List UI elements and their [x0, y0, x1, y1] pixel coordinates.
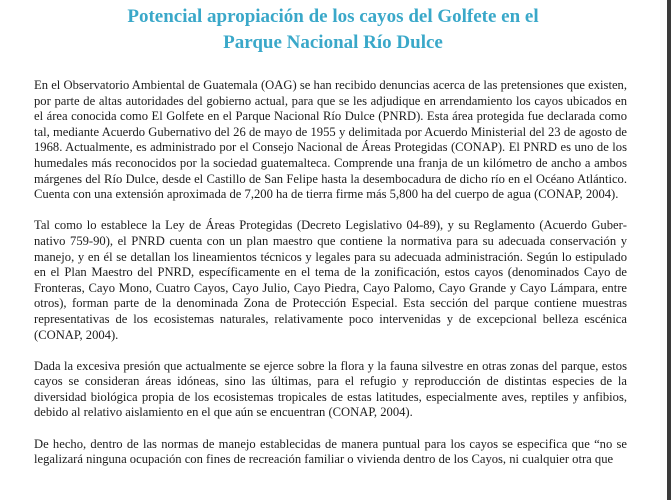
- paragraph-3: Dada la excesiva presión que actualmente se ejerce sobre la flora y la fauna silvestre en otras zonas del parque, estos cayos se consideran áreas idóneas, sino las últimas, para el refugio y reproducción de distintas especies de la diversidad biológica propia de los ecosistemas tropicales de estas latitudes, especialmente aves, reptiles y anfibios, debido al relativo aislamiento en el que aún se encuentran (CONAP, 2004).: [34, 358, 627, 420]
- paragraph-4: De hecho, dentro de las normas de manejo establecidas de manera puntual para los cayos se especifica que “no se legalizará ninguna ocupación con fines de recreación familiar o vivienda dentro de los Cayos, ni cualquier otra que: [34, 436, 627, 467]
- document-body: [34, 78, 627, 483]
- title-line-1: Potencial apropiación de los cayos del Golfete en el: [127, 6, 539, 27]
- page-edge-border: [667, 0, 671, 500]
- title-line-2: Parque Nacional Río Dulce: [223, 32, 443, 53]
- paragraph-1: En el Observatorio Ambiental de Guatemala (OAG) se han recibido denuncias acerca de las pretensiones que existen, por parte de altas autoridades del gobierno actual, para que se les adjudique en arrendamiento los cayos ubicados en el área conocida como El Golfete en el Parque Nacional Río Dulce (PNRD). Esta área protegida fue declarada como tal, mediante Acuerdo Gubernativo del 26 de mayo de 1955 y delimitada por Acuerdo Ministerial del 23 de agosto de 1968. Actualmente, es administrado por el Consejo Nacional de Áreas Protegidas (CONAP). El PNRD es uno de los humedales más reconocidos por la sociedad guatemalteca. Comprende una franja de un kilómetro de ancho a ambos márgenes del Río Dulce, desde el Castillo de San Felipe hasta la desembocadura de dicho río en el Océano Atlántico. Cuenta con una extensión aproximada de 7,200 ha de tierra firme más 5,800 ha del cuerpo de agua (CONAP, 2004).: [34, 78, 627, 202]
- paragraph-2: Tal como lo establece la Ley de Áreas Protegidas (Decreto Legislativo 04-89), y su Reglamento (Acuerdo Gubernativo 759-90), el PNRD cuenta con un plan maestro que contiene la normativa para su adecuada conservación y manejo, y en él se detallan los lineamientos técnicos y legales para su adecuada administración. Según lo estipulado en el Plan Maestro del PNRD, específicamente en el tema de la zonificación, estos cayos (denominados Cayo de Fronteras, Cayo Mono, Cuatro Cayos, Cayo Julio, Cayo Piedra, Cayo Palomo, Cayo Grande y Cayo Lámpara, entre otros), forman parte de la denominada Zona de Protección Especial. Esta sección del parque contiene muestras representativas de los ecosistemas naturales, relativamente poco intervenidas y de excepcional belleza escénica (CONAP, 2004).: [34, 218, 627, 342]
- document-title: [0, 4, 666, 56]
